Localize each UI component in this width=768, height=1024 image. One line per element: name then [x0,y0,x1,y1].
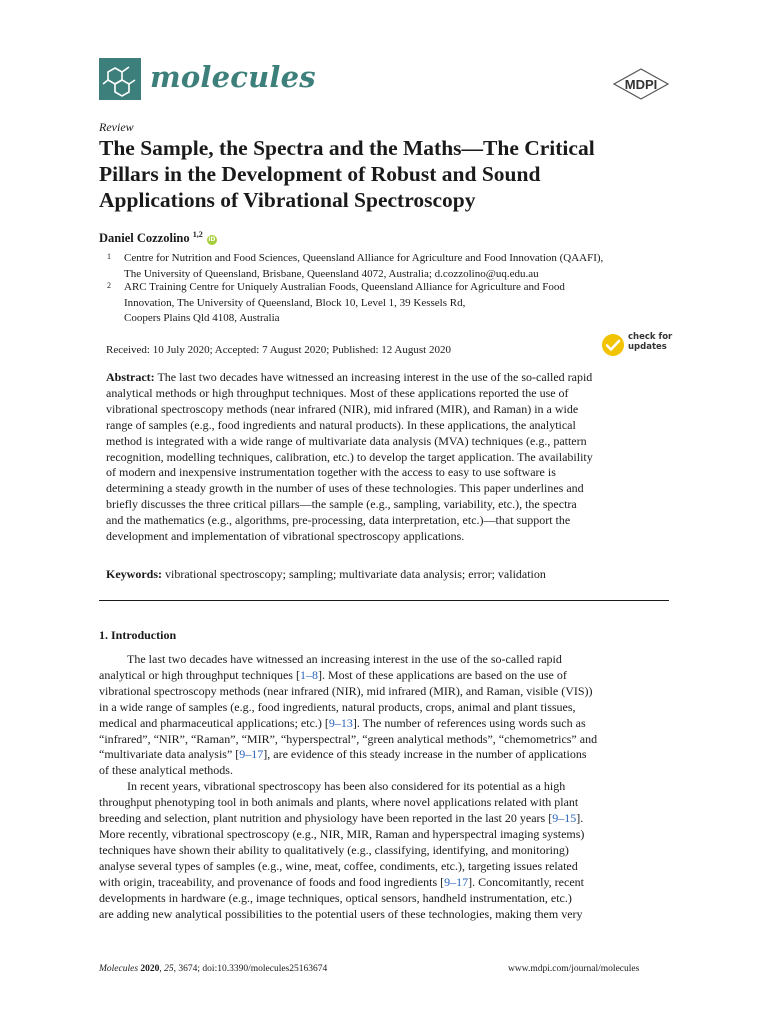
title-line: The Sample, the Spectra and the Maths—The Critical [99,136,595,160]
body-text-run: ]. Most of these applications are based on the use of [317,667,567,682]
check-updates-line: updates [628,342,667,352]
citation-link[interactable]: 9–15 [552,811,577,826]
body-text-run: More recently, vibrational spectroscopy (e.g., NIR, MIR, Raman and hyperspectral imaging systems) [99,826,585,841]
affiliation-line: Innovation, The University of Queensland, Block 10, Level 1, 39 Kessels Rd, [124,296,466,309]
citation-link[interactable]: 1–8 [299,667,318,682]
body-line [99,907,671,923]
footer-doi: , 3674; doi:10.3390/molecules25163674 [173,964,328,974]
publication-dates: Received: 10 July 2020; Accepted: 7 August 2020; Published: 12 August 2020 [106,344,451,356]
keywords [106,567,546,582]
body-text-run: with origin, traceability, and provenance of foods and food ingredients [ [99,874,445,889]
author-affiliation-sup: 1,2 [192,230,203,239]
body-line [99,684,671,700]
body-text-run: medical and pharmaceutical applications; etc.) [ [99,715,329,730]
footer-citation: Molecules 2020, 25, 3674; doi:10.3390/molecules25163674 [99,964,328,974]
abstract-line: analytical methods or high throughput techniques. Most of these applications reported the use of [106,385,569,400]
body-text-run: vibrational spectroscopy methods (near infrared (NIR), mid infrared (MIR), and Raman, visible (VIS)) [99,683,593,698]
body-line [99,827,671,843]
abstract-line [106,370,670,386]
section-heading-introduction: 1. Introduction [99,628,177,642]
body-text-run: “multivariate data analysis” [ [99,747,240,762]
citation-link[interactable]: 9–17 [239,747,264,762]
check-updates-icon [601,333,625,357]
keywords-text: vibrational spectroscopy; sampling; multivariate data analysis; error; validation [165,567,546,581]
affiliation-2 [124,280,565,327]
orcid-icon[interactable]: iD [208,236,216,244]
abstract-line: determining a steady growth in the number of uses of these technologies. This paper underlines and [106,481,584,496]
body-line [99,811,671,827]
body-text-run: analytical or high throughput techniques [ [99,667,300,682]
author-line [99,230,217,246]
abstract-line: vibrational spectroscopy methods (near infrared (NIR), mid infrared (MIR), and Raman) in a wide [106,401,579,416]
body-text-run: breeding and selection, plant nutrition and physiology have been reported in the last 20 years [ [99,811,553,826]
body-text-run: developments in hardware (e.g., image techniques, optical sensors, handheld instrumentation, etc.) [99,890,572,905]
article-type: Review [99,120,134,134]
abstract-label: Abstract: [106,370,155,384]
abstract-line: of modern and inexpensive instrumentation together with the access to easy to use software is [106,465,556,480]
body-text-run: of these analytical methods. [99,763,233,778]
body-line [99,875,671,891]
check-updates-text [628,332,672,352]
section-divider [99,600,669,601]
body-line [99,652,671,668]
citation-link[interactable]: 9–13 [328,715,353,730]
affiliation-line: The University of Queensland, Brisbane, Queensland 4072, Australia; d.cozzolino@uq.edu.au [124,267,539,280]
body-text-run: techniques have shown their ability to qualitatively (e.g., classifying, identifying, and monitoring) [99,842,569,857]
affiliation-line: Centre for Nutrition and Food Sciences, Queensland Alliance for Agriculture and Food Innovation (QAAFI), [124,252,604,264]
title-line: Applications of Vibrational Spectroscopy [99,188,476,212]
body-line [99,763,671,779]
body-text-run: ]. Concomitantly, recent [468,874,584,889]
check-updates-line: check for [628,332,673,342]
abstract-line: recognition, modelling techniques, calibration, etc.) to develop the target application. The availability [106,449,593,464]
body-line [99,795,671,811]
footer-year: 2020 [140,964,160,974]
body-text-run: ]. [576,811,584,826]
affiliation-line: Coopers Plains Qld 4108, Australia [124,312,280,324]
body-text-run: ], are evidence of this steady increase in the number of applications [263,747,587,762]
affiliation-line: ARC Training Centre for Uniquely Australian Foods, Queensland Alliance for Agriculture and Food [124,281,565,293]
abstract-text: The last two decades have witnessed an increasing interest in the use of the so-called rapid [157,370,593,384]
affiliation-1 [124,251,603,282]
body-text-run: “infrared”, “NIR”, “Raman”, “MIR”, “hyperspectral”, “green analytical methods”, “chemometrics” and [99,731,598,746]
body-text-run: in a wide range of samples (e.g., food ingredients, natural products, crops, animal and plant tissues, [99,699,576,714]
author-name: Daniel Cozzolino [99,231,190,246]
abstract-line: briefly discusses the three critical pillars—the sample (e.g., sampling, variability, etc.), the spectra [106,497,577,512]
body-line [99,859,671,875]
body-text-run: In recent years, vibrational spectroscopy has been also considered for its potential as a high [127,779,566,794]
affiliation-number: 1 [107,252,111,261]
abstract [106,370,670,545]
abstract-line: development and implementation of vibrational spectroscopy applications. [106,529,465,544]
title-line: Pillars in the Development of Robust and Sound [99,162,541,186]
body-line [99,891,671,907]
journal-logo-icon [99,58,141,100]
body-line [99,747,671,763]
journal-name: molecules [150,60,316,94]
body-text-run: analyse several types of samples (e.g., wine, meat, coffee, condiments, etc.), targeting issues related [99,858,578,873]
mdpi-logo-text: MDPI [624,77,658,92]
keywords-label: Keywords: [106,567,162,581]
body-text-run: ]. The number of references using words such as [352,715,586,730]
citation-link[interactable]: 9–17 [444,874,469,889]
body-text-run: are adding new analytical possibilities to the potential users of these technologies, making them very [99,906,583,921]
body-text-run: The last two decades have witnessed an increasing interest in the use of the so-called rapid [127,652,562,666]
body-line [99,779,671,795]
abstract-line: method is integrated with a wide range of multivariate data analysis (MVA) techniques (e.g., pattern [106,433,587,448]
body-line [99,843,671,859]
body-line [99,732,671,748]
check-for-updates-badge[interactable] [601,332,671,358]
body-text-run: throughput phenotyping tool in both animals and plants, where novel applications related with plant [99,795,579,810]
footer-url[interactable]: www.mdpi.com/journal/molecules [508,964,640,974]
affiliation-number: 2 [107,281,111,290]
footer-volume: 25 [164,964,174,974]
abstract-line: and the mathematics (e.g., algorithms, pre-processing, data interpretation, etc.)—that support the [106,513,571,528]
introduction-body [99,652,671,922]
body-line [99,716,671,732]
body-line [99,668,671,684]
footer-journal: Molecules [99,964,139,974]
mdpi-logo-icon [612,68,670,100]
abstract-line: range of samples (e.g., food ingredients and natural products). In these applications, the analytical [106,417,576,432]
article-title [99,135,679,213]
body-line [99,700,671,716]
